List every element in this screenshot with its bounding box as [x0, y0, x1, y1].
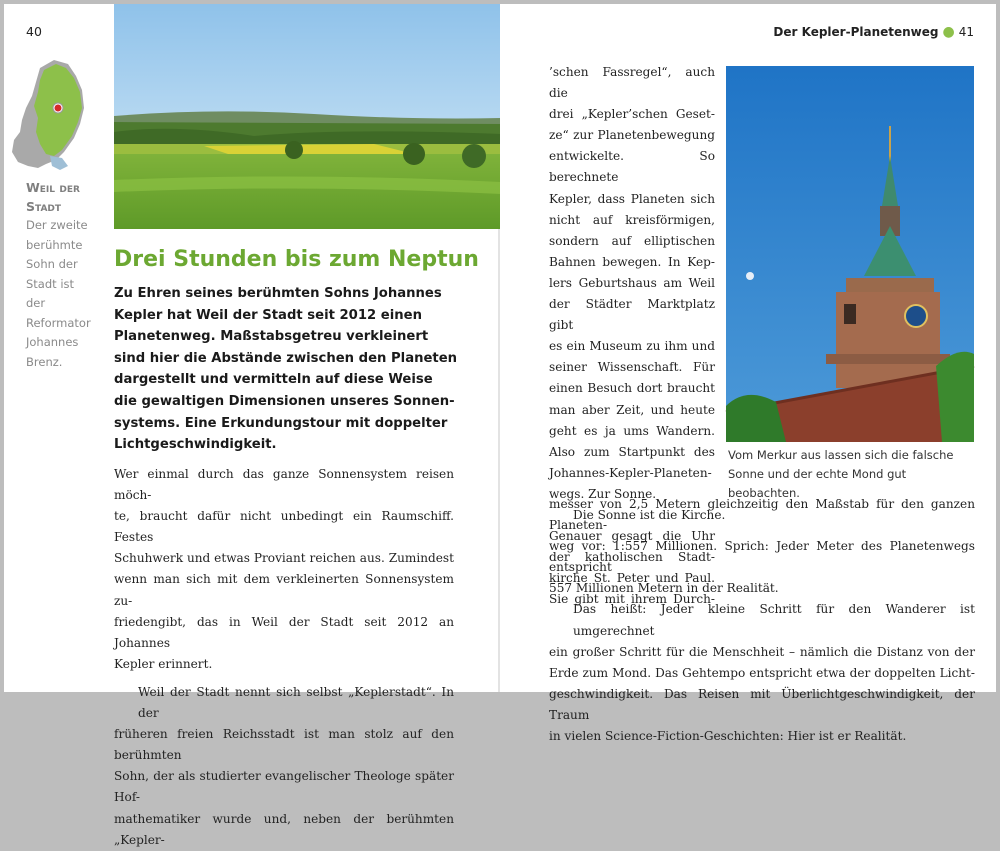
page-number-left: 40 [26, 24, 42, 39]
body-text-right-narrow: ’schen Fassregel“, auch die drei „Kepler’schen Geset- ze“ zur Planetenbewegung entwickelte. So berechnete Kepler, dass Planeten sich nicht auf kreisförmigen, sondern auf elliptischen Bahnen bewegen. In Kep- lers Geburtshaus am Weil der Städter Marktplatz gibt es ein Museum zu ihm und seiner Wissenschaft. Für einen Besuch dort braucht man aber Zeit, und heute geht es ja ums Wandern. Also zum Startpunkt des Johannes-Kepler-Planeten- wegs. Zur Sonne. Die Sonne ist die Kirche. Genauer gesagt die Uhr der katholischen Stadt- kirche St. Peter und Paul. Sie gibt mit ihrem Durch- [549, 65, 726, 607]
sidebar-note [26, 178, 96, 372]
right-page [500, 4, 996, 744]
body-text-right-wide: messer von 2,5 Metern gleichzeitig den Maßstab für den ganzen Planeten- weg vor: 1:557 Millionen. Sprich: Jeder Meter des Planetenwegs entspricht 557 Millionen Metern in der Realität. Das heißt: Jeder kleine Schritt für den Wanderer ist umgerechnet ein großer Schritt für die Menschheit – nämlich die Distanz von der Erde zum Mond. Das Gehtempo entspricht etwa der doppelten Licht- geschwindigkeit. Das Reisen mit Überlichtgeschwindigkeit, der Traum in vielen Science-Fiction-Geschichten: Hier ist er Realität. [549, 497, 975, 744]
bullet-dot-icon: ● [942, 24, 955, 40]
church-tower-photo [726, 66, 974, 442]
locator-map-icon [10, 56, 92, 174]
running-header [773, 24, 974, 40]
left-page [4, 4, 498, 847]
sidebar-text: Der zweite berühmte Sohn der Stadt ist der Reformator Johannes Brenz. [26, 218, 91, 369]
article-title: Drei Stunden bis zum Neptun [114, 247, 479, 272]
page-number-right: 41 [958, 25, 974, 39]
body-text-left: Wer einmal durch das ganze Sonnensystem reisen möch- te, braucht dafür nicht unbedingt ein Raumschiff. Festes Schuhwerk und etwas Proviant reichen aus. Zumindest wenn man sich mit dem verkleinerten Sonnensystem zu- friedengibt, das in Weil der Stadt seit 2012 an Johannes Kepler erinnert. Weil der Stadt nennt sich selbst „Keplerstadt“. In der früheren freien Reichsstadt ist man stolz auf den berühmten Sohn, der als studierter evangelischer Theologe später Hof- mathematiker wurde und, neben der berühmten „Kepler- [114, 467, 454, 847]
header-title: Der Kepler-Planetenweg [773, 25, 939, 39]
photo-caption: Vom Merkur aus lassen sich die falsche Sonne und der echte Mond gut beobachten. [728, 448, 954, 500]
landscape-photo [114, 4, 501, 229]
lead-paragraph: Zu Ehren seines berühmten Sohns Johannes Kepler hat Weil der Stadt seit 2012 einen Planetenweg. Maßstabsgetreu verkleinert sind hier die Abstände zwischen den Planeten dargestellt und vermitteln auf diese Weise die gewaltigen Dimensionen unseres Sonnen- systems. Eine Erkundungstour mit doppelter Lichtgeschwindigkeit. [114, 286, 458, 453]
sidebar-title: Weil der Stadt [26, 180, 80, 214]
